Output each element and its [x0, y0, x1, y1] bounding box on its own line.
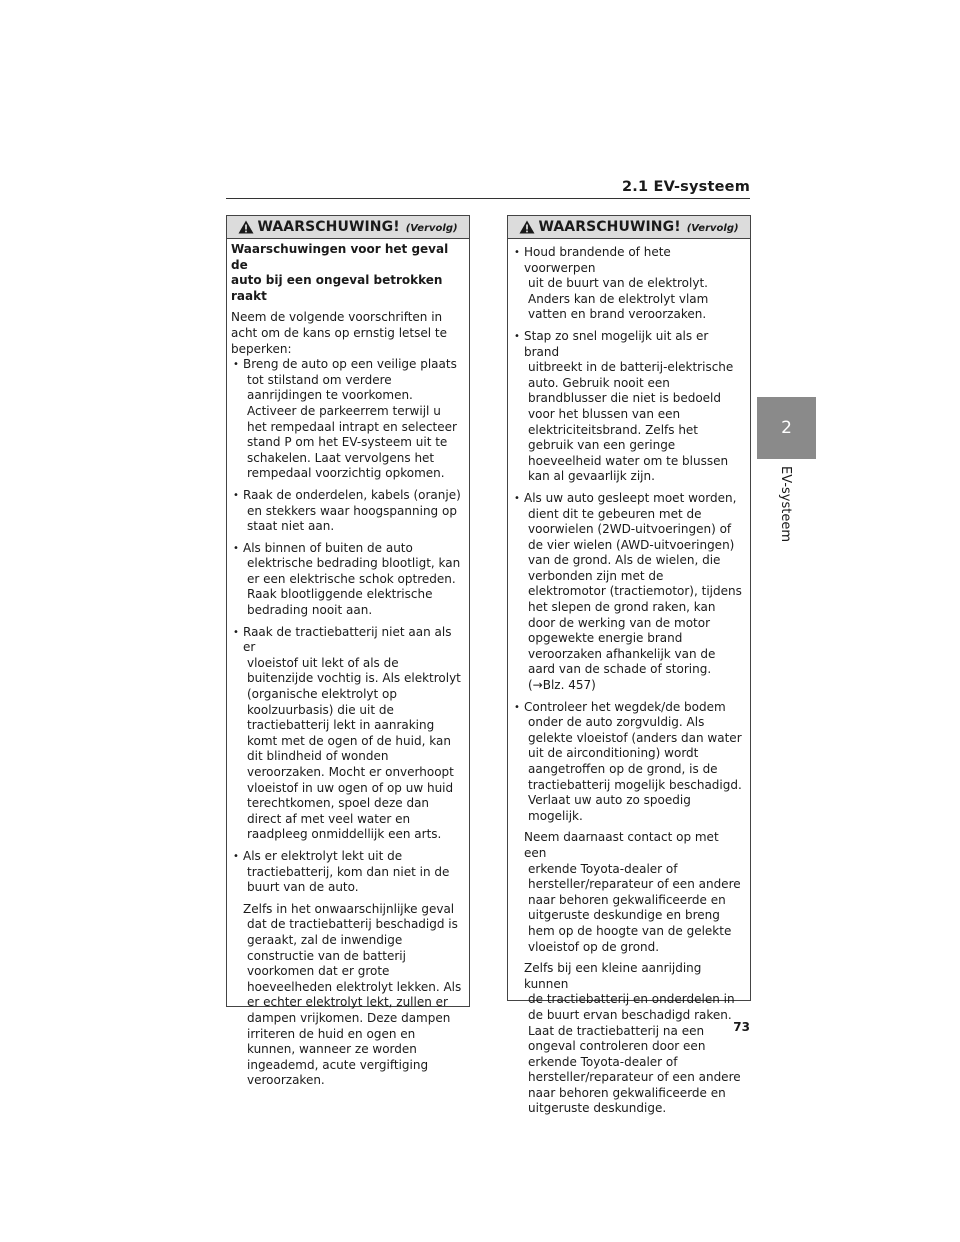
warning-triangle-icon	[238, 220, 254, 234]
continuation-paragraph	[512, 830, 744, 955]
list-item-first: • Raak de onderdelen, kabels (oranje)	[243, 487, 461, 502]
continuation-rest: erkende Toyota-dealer of hersteller/reparateur of een andere naar behoren gekwalificeerde en uitgeruste deskundige en breng hem op de hoogte van de gelekte vloeistof op de grond.	[528, 861, 741, 954]
list-item-first: • Als er elektrolyt lekt uit de	[243, 848, 403, 863]
list-item-rest: elektrische bedrading blootligt, kan er een elektrische schok optreden. Raak blootliggende elektrische bedrading nooit aan.	[247, 556, 461, 618]
continuation-first: Zelfs in het onwaarschijnlijke geval	[243, 901, 455, 916]
continuation-paragraph	[512, 961, 744, 1117]
intro-text: Neem de volgende voorschriften in acht om de kans op ernstig letsel te beperken:	[231, 310, 447, 356]
warning-triangle-icon	[519, 220, 535, 234]
warning-continued: (Vervolg)	[405, 223, 458, 234]
list-item	[231, 541, 463, 619]
warning-box-left	[226, 215, 470, 1088]
list-item-rest: en stekkers waar hoogspanning op staat niet aan.	[247, 503, 457, 534]
warning-title: WAARSCHUWING!	[257, 219, 400, 235]
continuation-rest: de tractiebatterij en onderdelen in de buurt ervan beschadigd raken. Laat de tractiebatterij na een ongeval controleren door een erkende Toyota-dealer of hersteller/reparateur of een andere naar behoren gekwalificeerde en uitgeruste deskundige.	[528, 992, 741, 1116]
list-item-first: • Als binnen of buiten de auto	[243, 540, 413, 555]
list-item	[512, 700, 744, 825]
chapter-number: 2	[781, 418, 792, 438]
section-header: 2.1 EV-systeem	[226, 178, 750, 199]
list-item-rest: tot stilstand om verdere aanrijdingen te voorkomen. Activeer de parkeerrem terwijl u het rempedaal intrapt en selecteer stand P om het EV-systeem uit te schakelen. Laat vervolgens het rempedaal voorzichtig opkomen.	[247, 372, 457, 481]
list-item-rest: uitbreekt in de batterij-elektrische auto. Gebruik nooit een brandblusser die niet is bedoeld voor het blussen van een elektriciteitsbrand. Zelfs het gebruik van een geringe hoeveelheid water om te blussen kan al gevaarlijk zijn.	[528, 360, 734, 484]
list-item	[231, 849, 463, 896]
warning-header	[508, 216, 750, 239]
chapter-tab	[757, 397, 816, 459]
list-item-first: • Stap zo snel mogelijk uit als er brand	[524, 328, 709, 359]
list-item	[231, 357, 463, 482]
list-item-first: • Controleer het wegdek/de bodem	[524, 699, 726, 714]
list-item	[231, 488, 463, 535]
list-item	[512, 245, 744, 323]
subheading-line-1: Waarschuwingen voor het geval de	[231, 242, 449, 272]
list-item	[231, 625, 463, 843]
page-number: 73	[733, 1020, 750, 1034]
chapter-label: EV-systeem	[778, 466, 793, 543]
list-item-first: • Als uw auto gesleept moet worden,	[524, 490, 737, 505]
list-item-rest: onder de auto zorgvuldig. Als gelekte vloeistof (anders dan water uit de airconditioning) wordt aangetroffen op de grond, is de tractiebatterij mogelijk beschadigd. Verlaat uw auto zo spoedig mogelijk.	[528, 715, 742, 823]
continuation-paragraph	[231, 902, 463, 1089]
continuation-rest: dat de tractiebatterij beschadigd is geraakt, zal de inwendige constructie van de batterij voorkomen dat er grote hoeveelheden elektrolyt lekken. Als er echter elektrolyt lekt, zullen er dampen vrijkomen. Deze dampen irriteren de huid en ogen en kunnen, wanneer ze worden ingeademd, acute vergiftiging veroorzaken.	[247, 917, 462, 1088]
list-item-first: • Houd brandende of hete voorwerpen	[524, 245, 671, 275]
list-item-first: • Breng de auto op een veilige plaats	[243, 357, 457, 372]
list-item-rest: tractiebatterij, kom dan niet in de buurt van de auto.	[247, 864, 450, 895]
continuation-first: Neem daarnaast contact op met een	[524, 830, 719, 860]
list-item	[512, 491, 744, 694]
list-item-rest: dient dit te gebeuren met de voorwielen (2WD-uitvoeringen) of de vier wielen (AWD-uitvoeringen) van de grond. Als de wielen, die verbonden zijn met de elektromotor (tractiemotor), tijdens het slepen de grond raken, kan door de werking van de motor opgewekte energie brand veroorzaken afhankelijk van de aard van de schade of storing. (→Blz. 457)	[528, 506, 742, 693]
list-item-rest: vloeistof uit lekt of als de buitenzijde vochtig is. Als elektrolyt (organische elektrolyt op koolzuurbasis) die uit de tractiebatterij lekt in aanraking komt met de ogen of de huid, kan dit blindheid of wonden veroorzaken. Mocht er onverhoopt vloeistof in uw ogen of op uw huid terechtkomen, spoel deze dan direct af met veel water en raadpleeg onmiddellijk een arts.	[247, 655, 461, 842]
continuation-first: Zelfs bij een kleine aanrijding kunnen	[524, 961, 702, 991]
warning-header	[227, 216, 469, 239]
subheading	[231, 242, 463, 304]
list-item-first: • Raak de tractiebatterij niet aan als er	[243, 624, 452, 655]
list-item	[512, 329, 744, 485]
warning-continued: (Vervolg)	[686, 223, 739, 234]
warning-title: WAARSCHUWING!	[538, 219, 681, 235]
subheading-line-2: auto bij een ongeval betrokken raakt	[231, 273, 443, 303]
list-item-rest: uit de buurt van de elektrolyt. Anders kan de elektrolyt vlam vatten en brand veroorzaken.	[528, 276, 709, 322]
